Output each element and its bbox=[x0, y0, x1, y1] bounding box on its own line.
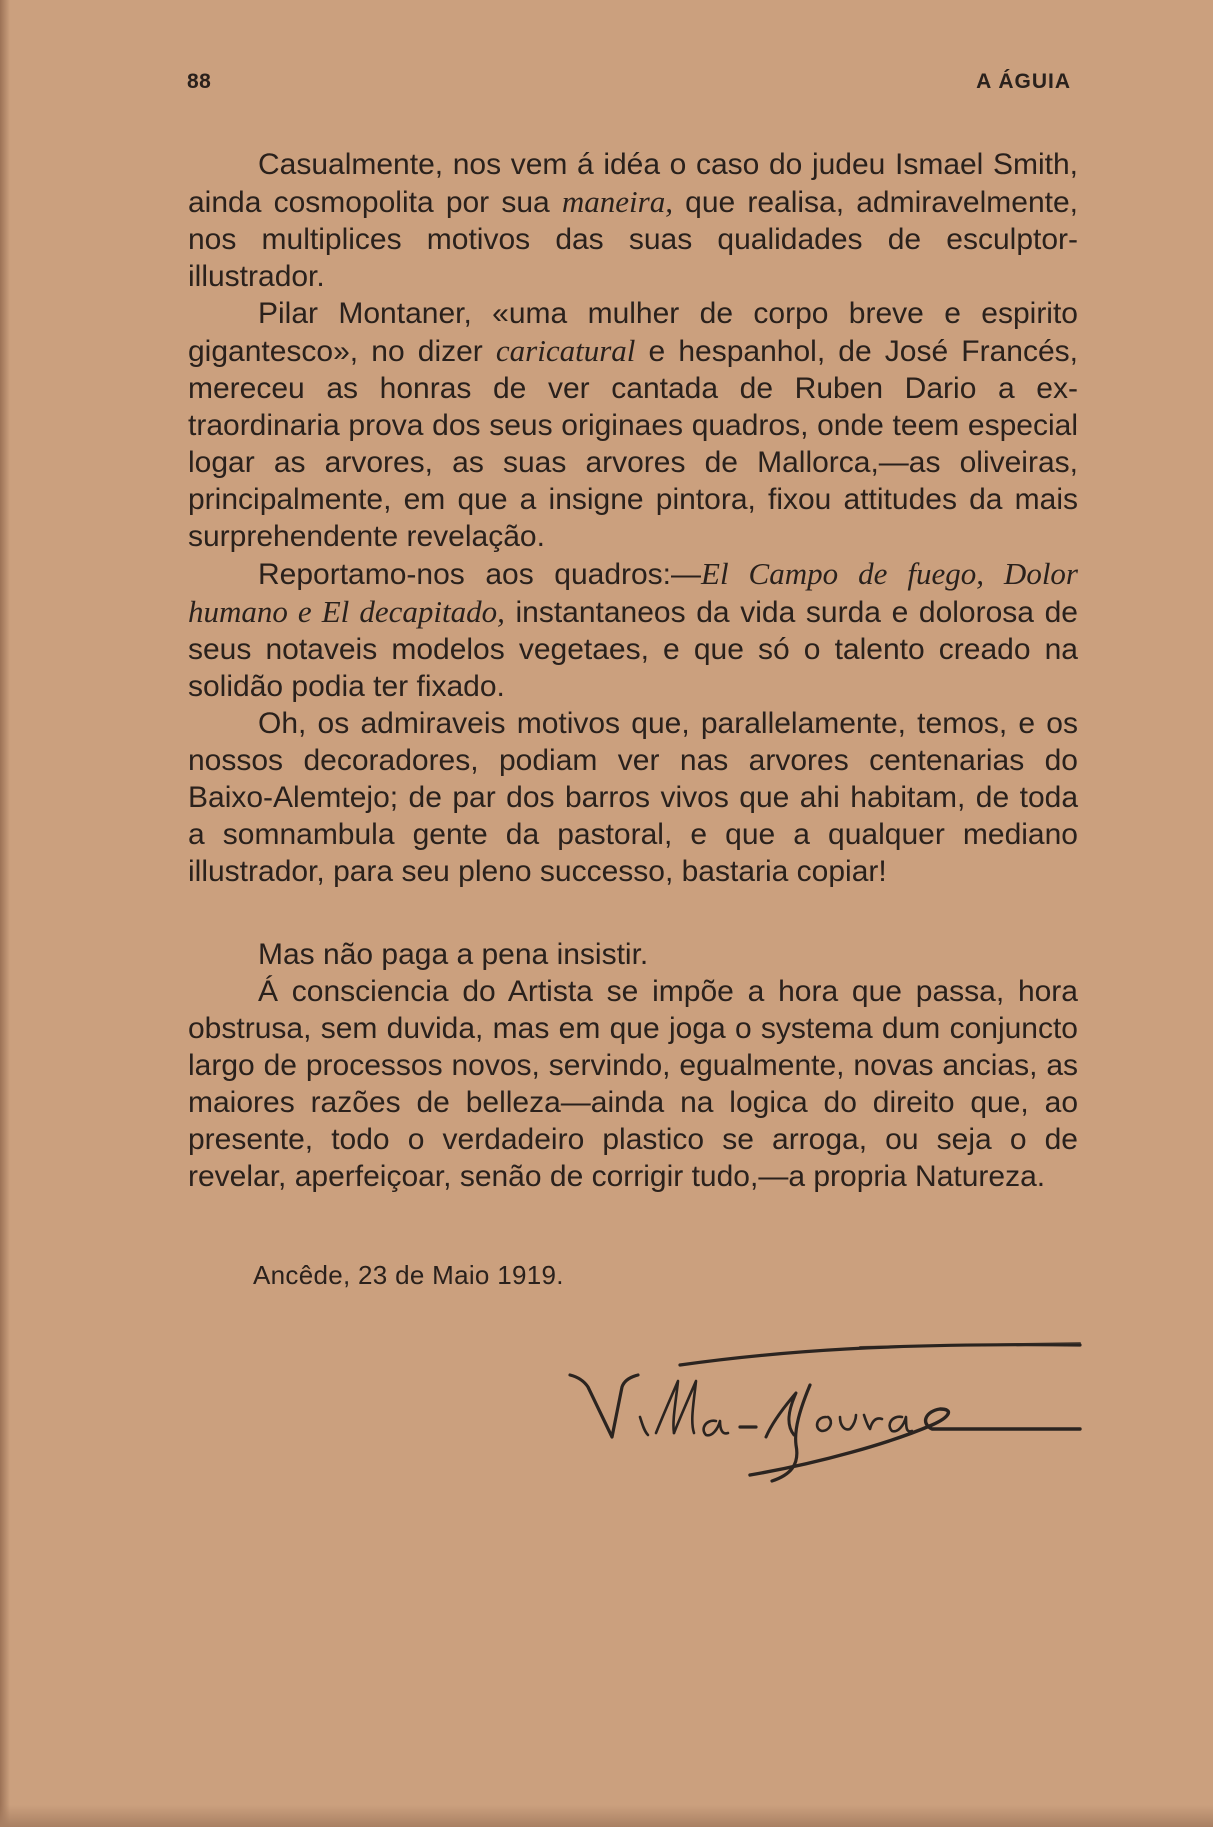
dateline: Ancêde, 23 de Maio 1919. bbox=[253, 1260, 564, 1290]
page-left-edge-shadow bbox=[0, 0, 10, 1827]
text-run: que realisa, admiravelmente, nos multiplices motivos das suas qualidades de esculptor-illustrador. bbox=[188, 186, 1078, 293]
italic-text-run: maneira, bbox=[561, 184, 673, 219]
page-number: 88 bbox=[187, 70, 212, 93]
text-run: Casualmente, nos vem á idéa o caso do judeu Ismael Smith, ainda cosmopolita por sua bbox=[188, 148, 1078, 219]
text-section-2 bbox=[188, 936, 1078, 1195]
italic-text-run: caricatural bbox=[495, 333, 636, 368]
text-run: Reportamo-nos aos quadros:— bbox=[258, 558, 702, 591]
text-run: e hespanhol, de José Francés, mereceu as honras de ver cantada de Ruben Dario a extraordinaria prova dos seus originaes quadros, onde teem especial logar as arvores, as suas arvores de Mallorca,—as oliveiras, principalmente, em que a insigne pintora, fixou attitudes da mais surprehendente revelação. bbox=[188, 335, 1078, 553]
text-section-1 bbox=[188, 146, 1078, 890]
text-run: instantaneos da vida surda e dolorosa de seus notaveis modelos vegetaes, e que só o talento creado na solidão podia ter fixado. bbox=[188, 596, 1078, 703]
paragraph bbox=[188, 295, 1078, 555]
text-run: Mas não paga a pena insistir. bbox=[258, 938, 649, 971]
page-bottom-edge-shadow bbox=[0, 1805, 1213, 1827]
paragraph bbox=[188, 555, 1078, 705]
paragraph bbox=[188, 705, 1078, 890]
paragraph bbox=[188, 936, 1078, 973]
italic-text-run: El Campo de fuego, Dolor humano e El decapitado, bbox=[188, 556, 1078, 629]
journal-title: A ÁGUIA bbox=[976, 70, 1071, 93]
text-run: Oh, os admiraveis motivos que, parallelamente, temos, e os nossos decoradores, podiam ver nas arvores centenarias do Baixo-Alemtejo; de par dos barros vivos que ahi habitam, de toda a somnambula gente da pastoral, e que a qualquer mediano illustrador, para seu pleno successo, bastaria copiar! bbox=[188, 707, 1078, 888]
paragraph bbox=[188, 973, 1078, 1195]
text-run: Á consciencia do Artista se impõe a hora que passa, hora obstrusa, sem duvida, mas em que joga o systema dum conjuncto largo de processos novos, servindo, egualmente, novas ancias, as maiores razões de belleza—ainda na logica do direito que, ao presente, todo o verdadeiro plastico se arroga, ou seja o de revelar, aperfeiçoar, senão de corrigir tudo,—a propria Natureza. bbox=[188, 975, 1078, 1193]
handwritten-signature bbox=[560, 1325, 1090, 1495]
paragraph bbox=[188, 146, 1078, 295]
text-run: Pilar Montaner, «uma mulher de corpo breve e espirito gigantesco», no dizer bbox=[188, 297, 1078, 368]
